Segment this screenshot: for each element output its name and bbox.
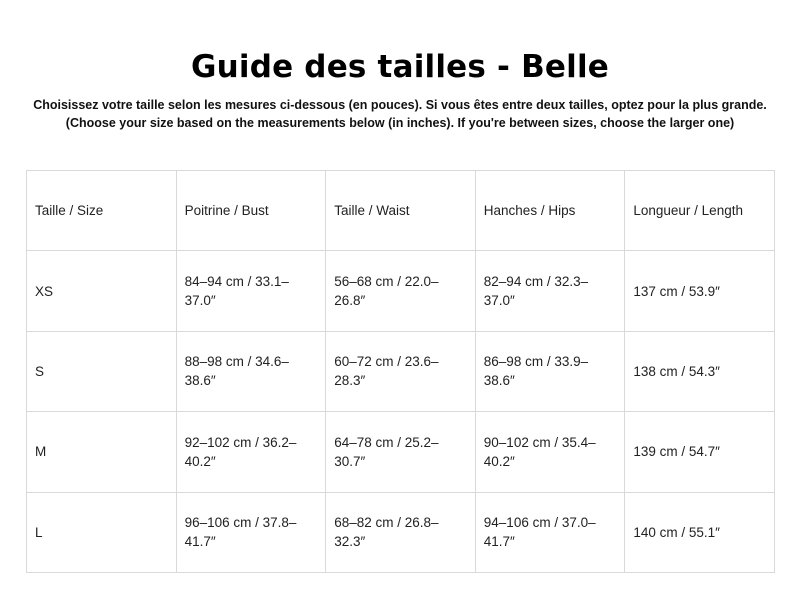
cell-hips: 90–102 cm / 35.4–40.2″	[475, 412, 625, 492]
cell-size: S	[27, 331, 177, 411]
table-row	[27, 492, 775, 572]
subtitle-french: Choisissez votre taille selon les mesures ci-dessous (en pouces). Si vous êtes entre deux tailles, optez pour la plus grande.	[33, 98, 767, 112]
cell-size: M	[27, 412, 177, 492]
page-title: Guide des tailles - Belle	[190, 48, 610, 85]
cell-hips: 94–106 cm / 37.0–41.7″	[475, 492, 625, 572]
header-waist: Taille / Waist	[326, 171, 476, 251]
cell-size: L	[27, 492, 177, 572]
table-header-row	[27, 171, 775, 251]
header-bust: Poitrine / Bust	[176, 171, 326, 251]
table-row	[27, 412, 775, 492]
page-subtitle	[0, 96, 800, 132]
cell-length: 139 cm / 54.7″	[625, 412, 775, 492]
header-size: Taille / Size	[27, 171, 177, 251]
cell-length: 140 cm / 55.1″	[625, 492, 775, 572]
cell-bust: 92–102 cm / 36.2–40.2″	[176, 412, 326, 492]
table-row	[27, 251, 775, 331]
header-hips: Hanches / Hips	[475, 171, 625, 251]
cell-bust: 84–94 cm / 33.1–37.0″	[176, 251, 326, 331]
cell-bust: 88–98 cm / 34.6–38.6″	[176, 331, 326, 411]
cell-size: XS	[27, 251, 177, 331]
size-chart-table	[26, 170, 775, 573]
cell-waist: 56–68 cm / 22.0–26.8″	[326, 251, 476, 331]
cell-waist: 68–82 cm / 26.8–32.3″	[326, 492, 476, 572]
header-length: Longueur / Length	[625, 171, 775, 251]
table-row	[27, 331, 775, 411]
cell-hips: 86–98 cm / 33.9–38.6″	[475, 331, 625, 411]
cell-hips: 82–94 cm / 32.3–37.0″	[475, 251, 625, 331]
cell-waist: 64–78 cm / 25.2–30.7″	[326, 412, 476, 492]
cell-length: 137 cm / 53.9″	[625, 251, 775, 331]
cell-waist: 60–72 cm / 23.6–28.3″	[326, 331, 476, 411]
subtitle-english: (Choose your size based on the measurements below (in inches). If you're between sizes, choose the larger one)	[65, 116, 735, 130]
cell-bust: 96–106 cm / 37.8–41.7″	[176, 492, 326, 572]
cell-length: 138 cm / 54.3″	[625, 331, 775, 411]
